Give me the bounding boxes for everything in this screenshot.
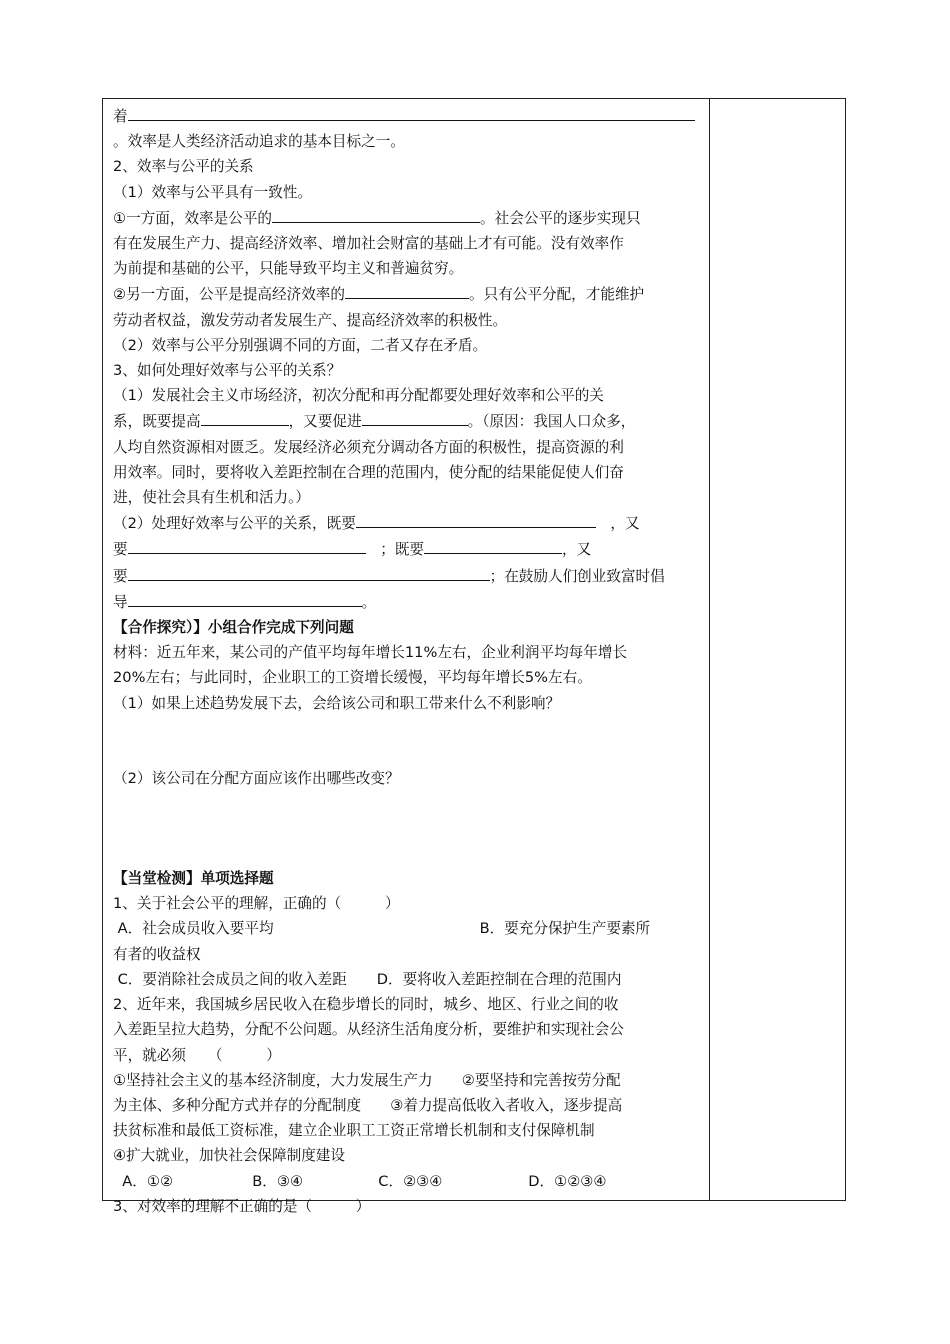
question: 扶贫标准和最低工资标准，建立企业职工工资正常增长机制和支付保障机制: [113, 1122, 595, 1140]
question: ④扩大就业，加快社会保障制度建设: [113, 1147, 345, 1165]
section-heading: 2、效率与公平的关系: [113, 158, 254, 176]
option-row: [113, 916, 701, 941]
text-line: （2）处理好效率与公平的关系，既要 ，又: [113, 510, 701, 536]
option-b[interactable]: B．要充分保护生产要素所: [479, 920, 651, 938]
text-line: （1）发展社会主义市场经济，初次分配和再分配都要处理好效率和公平的关: [113, 387, 604, 405]
main-column: [113, 103, 701, 1219]
question: 平，就必须 （ ）: [113, 1046, 281, 1064]
fill-blank[interactable]: [128, 536, 366, 554]
fill-blank[interactable]: [272, 205, 480, 223]
worksheet-table: [102, 98, 846, 1215]
text-line: ②另一方面，公平是提高经济效率的 。只有公平分配，才能维护: [113, 281, 701, 307]
option-c[interactable]: C．②③④: [378, 1172, 443, 1190]
text-line: 为前提和基础的公平，只能导致平均主义和普遍贫穷。: [113, 260, 464, 278]
option-d[interactable]: D．①②③④: [528, 1172, 607, 1190]
question: 入差距呈拉大趋势，分配不公问题。从经济生活角度分析，要维护和实现社会公: [113, 1021, 624, 1039]
column-divider: [709, 99, 710, 1200]
fill-blank[interactable]: [128, 563, 490, 581]
text-line: 要 ；既要 ，又: [113, 536, 701, 562]
fill-blank[interactable]: [356, 510, 596, 528]
coop-heading: 【合作探究）】小组合作完成下列问题: [113, 619, 354, 637]
fill-blank[interactable]: [345, 281, 469, 299]
option-b[interactable]: B．③④: [252, 1172, 304, 1190]
text-line: 有者的收益权: [113, 945, 201, 963]
text-line: 人均自然资源相对匮乏。发展经济必须充分调动各方面的积极性，提高资源的利: [113, 438, 624, 456]
question: 2、近年来，我国城乡居民收入在稳步增长的同时，城乡、地区、行业之间的收: [113, 996, 619, 1014]
option-d[interactable]: D．要将收入差距控制在合理的范围内: [376, 970, 622, 988]
question: （1）如果上述趋势发展下去，会给该公司和职工带来什么不利影响？: [113, 694, 561, 712]
answer-space[interactable]: [113, 716, 701, 766]
section-heading: 3、如何处理好效率与公平的关系？: [113, 362, 342, 380]
question: ①坚持社会主义的基本经济制度，大力发展生产力 ②要坚持和完善按劳分配: [113, 1071, 621, 1089]
text-line: 系，既要提高 ，又要促进 。（原因：我国人口众多，: [113, 408, 701, 434]
text-line: 有在发展生产力、提高经济效率、增加社会财富的基础上才有可能。没有效率作: [113, 235, 624, 253]
text-line: （1）效率与公平具有一致性。: [113, 183, 313, 201]
question: 3、对效率的理解不正确的是（ ）: [113, 1197, 371, 1215]
fill-blank[interactable]: [201, 408, 289, 426]
option-a[interactable]: A．社会成员收入要平均: [117, 920, 274, 938]
test-heading: 【当堂检测】单项选择题: [113, 870, 274, 888]
question: 1、关于社会公平的理解，正确的（ ）: [113, 895, 400, 913]
option-row: [113, 967, 701, 992]
fill-blank[interactable]: [128, 103, 695, 121]
fill-blank[interactable]: [424, 536, 562, 554]
fill-blank[interactable]: [362, 408, 468, 426]
text-line: 着: [113, 103, 701, 129]
option-c[interactable]: C．要消除社会成员之间的收入差距: [117, 970, 347, 988]
text-line: （2）效率与公平分别强调不同的方面，二者又存在矛盾。: [113, 336, 488, 354]
question: （2）该公司在分配方面应该作出哪些改变？: [113, 769, 400, 787]
answer-space[interactable]: [113, 791, 701, 866]
text-line: 进，使社会具有生机和活力。）: [113, 489, 311, 507]
question: 为主体、多种分配方式并存的分配制度 ③着力提高低收入者收入，逐步提高: [113, 1096, 623, 1114]
option-a[interactable]: A．①②: [122, 1172, 174, 1190]
material-line: 材料：近五年来，某公司的产值平均每年增长11%左右，企业利润平均每年增长: [113, 644, 628, 662]
material-line: 20%左右；与此同时，企业职工的工资增长缓慢，平均每年增长5%左右。: [113, 669, 592, 687]
option-row: [113, 1169, 701, 1194]
text-line: 。效率是人类经济活动追求的基本目标之一。: [113, 133, 405, 151]
text-line: 劳动者权益，激发劳动者发展生产、提高经济效率的积极性。: [113, 311, 508, 329]
text-line: 导 。: [113, 589, 701, 615]
fill-blank[interactable]: [128, 589, 362, 607]
text-line: 用效率。同时，要将收入差距控制在合理的范围内，使分配的结果能促使人们奋: [113, 463, 624, 481]
text-line: ①一方面，效率是公平的 。社会公平的逐步实现只: [113, 205, 701, 231]
text-line: 要 ；在鼓励人们创业致富时倡: [113, 563, 701, 589]
